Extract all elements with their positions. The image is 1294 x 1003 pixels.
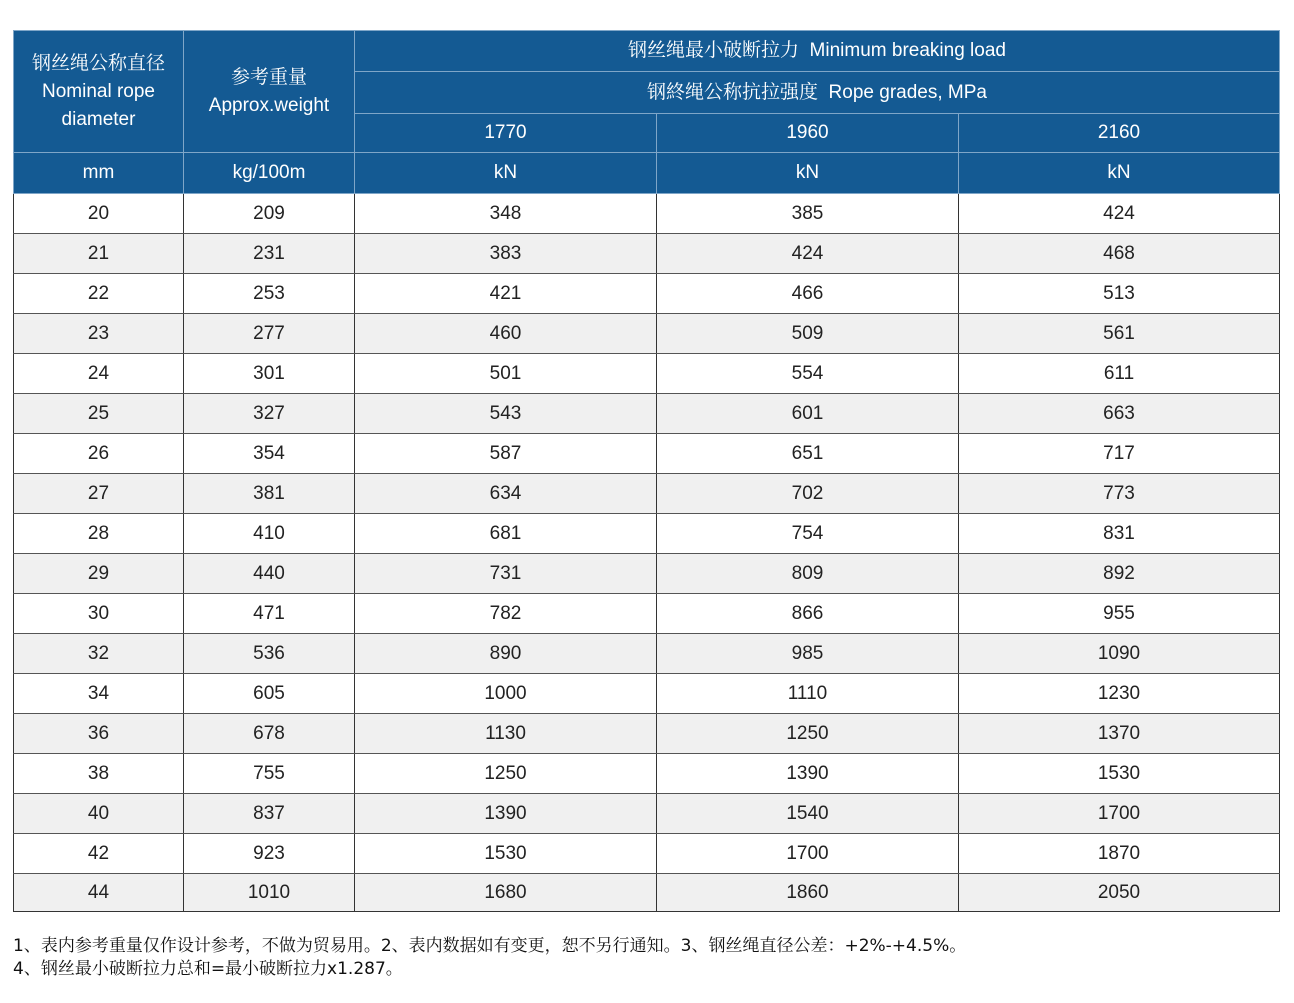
header-approx-weight-en: Approx.weight bbox=[208, 94, 330, 116]
load-1770-cell: 501 bbox=[355, 354, 657, 394]
table-row bbox=[14, 874, 1280, 912]
weight-cell: 381 bbox=[184, 474, 355, 514]
weight-cell: 536 bbox=[184, 634, 355, 674]
header-nominal-diameter-en: Nominal rope diameter bbox=[42, 80, 155, 130]
diameter-cell: 25 bbox=[14, 394, 184, 434]
header-approx-weight bbox=[184, 31, 355, 153]
unit-kn-2160: kN bbox=[959, 153, 1280, 194]
load-1960-cell: 1110 bbox=[657, 674, 959, 714]
load-1770-cell: 348 bbox=[355, 194, 657, 234]
unit-kg-per-100m: kg/100m bbox=[184, 153, 355, 194]
diameter-cell: 42 bbox=[14, 834, 184, 874]
unit-mm: mm bbox=[14, 153, 184, 194]
table-row bbox=[14, 194, 1280, 234]
diameter-cell: 21 bbox=[14, 234, 184, 274]
load-1770-cell: 1530 bbox=[355, 834, 657, 874]
table-row bbox=[14, 794, 1280, 834]
diameter-cell: 28 bbox=[14, 514, 184, 554]
weight-cell: 301 bbox=[184, 354, 355, 394]
diameter-cell: 32 bbox=[14, 634, 184, 674]
load-1770-cell: 1680 bbox=[355, 874, 657, 912]
load-1960-cell: 466 bbox=[657, 274, 959, 314]
weight-cell: 354 bbox=[184, 434, 355, 474]
load-2160-cell: 831 bbox=[959, 514, 1280, 554]
table-row bbox=[14, 834, 1280, 874]
table-row bbox=[14, 674, 1280, 714]
weight-cell: 253 bbox=[184, 274, 355, 314]
load-1770-cell: 634 bbox=[355, 474, 657, 514]
header-approx-weight-cn: 参考重量 bbox=[230, 66, 307, 88]
table-row bbox=[14, 274, 1280, 314]
weight-cell: 410 bbox=[184, 514, 355, 554]
load-2160-cell: 424 bbox=[959, 194, 1280, 234]
header-grade-2160: 2160 bbox=[959, 114, 1280, 153]
weight-cell: 678 bbox=[184, 714, 355, 754]
diameter-cell: 27 bbox=[14, 474, 184, 514]
table-row bbox=[14, 554, 1280, 594]
weight-cell: 471 bbox=[184, 594, 355, 634]
header-grade-1770: 1770 bbox=[355, 114, 657, 153]
footnotes bbox=[13, 935, 1279, 981]
table-row bbox=[14, 514, 1280, 554]
diameter-cell: 24 bbox=[14, 354, 184, 394]
unit-kn-1770: kN bbox=[355, 153, 657, 194]
weight-cell: 1010 bbox=[184, 874, 355, 912]
table-row bbox=[14, 474, 1280, 514]
load-1770-cell: 587 bbox=[355, 434, 657, 474]
load-1960-cell: 509 bbox=[657, 314, 959, 354]
load-2160-cell: 561 bbox=[959, 314, 1280, 354]
load-1770-cell: 460 bbox=[355, 314, 657, 354]
load-1960-cell: 1700 bbox=[657, 834, 959, 874]
load-1960-cell: 702 bbox=[657, 474, 959, 514]
load-1770-cell: 1000 bbox=[355, 674, 657, 714]
weight-cell: 755 bbox=[184, 754, 355, 794]
load-1960-cell: 985 bbox=[657, 634, 959, 674]
diameter-cell: 38 bbox=[14, 754, 184, 794]
header-grade-1960: 1960 bbox=[657, 114, 959, 153]
load-1960-cell: 1540 bbox=[657, 794, 959, 834]
table-header bbox=[14, 31, 1280, 194]
diameter-cell: 23 bbox=[14, 314, 184, 354]
load-1770-cell: 1250 bbox=[355, 754, 657, 794]
load-1960-cell: 651 bbox=[657, 434, 959, 474]
load-2160-cell: 1370 bbox=[959, 714, 1280, 754]
rope-spec-table bbox=[13, 30, 1280, 912]
load-1770-cell: 782 bbox=[355, 594, 657, 634]
load-1770-cell: 731 bbox=[355, 554, 657, 594]
header-rope-grades: 钢終绳公称抗拉强度 Rope grades, MPa bbox=[355, 72, 1280, 114]
header-nominal-diameter bbox=[14, 31, 184, 153]
table-row bbox=[14, 714, 1280, 754]
load-1770-cell: 1130 bbox=[355, 714, 657, 754]
diameter-cell: 44 bbox=[14, 874, 184, 912]
load-2160-cell: 1090 bbox=[959, 634, 1280, 674]
table-row bbox=[14, 394, 1280, 434]
load-2160-cell: 1700 bbox=[959, 794, 1280, 834]
diameter-cell: 40 bbox=[14, 794, 184, 834]
weight-cell: 440 bbox=[184, 554, 355, 594]
unit-kn-1960: kN bbox=[657, 153, 959, 194]
load-2160-cell: 717 bbox=[959, 434, 1280, 474]
load-1960-cell: 1250 bbox=[657, 714, 959, 754]
table-row bbox=[14, 594, 1280, 634]
table-row bbox=[14, 754, 1280, 794]
table-row bbox=[14, 234, 1280, 274]
load-2160-cell: 955 bbox=[959, 594, 1280, 634]
load-2160-cell: 1870 bbox=[959, 834, 1280, 874]
header-min-breaking-load: 钢丝绳最小破断拉力 Minimum breaking load bbox=[355, 31, 1280, 72]
diameter-cell: 30 bbox=[14, 594, 184, 634]
diameter-cell: 34 bbox=[14, 674, 184, 714]
load-1960-cell: 554 bbox=[657, 354, 959, 394]
weight-cell: 231 bbox=[184, 234, 355, 274]
weight-cell: 327 bbox=[184, 394, 355, 434]
load-1960-cell: 601 bbox=[657, 394, 959, 434]
units-row bbox=[14, 153, 1280, 194]
load-2160-cell: 2050 bbox=[959, 874, 1280, 912]
weight-cell: 923 bbox=[184, 834, 355, 874]
load-2160-cell: 773 bbox=[959, 474, 1280, 514]
table-row bbox=[14, 354, 1280, 394]
load-1770-cell: 890 bbox=[355, 634, 657, 674]
diameter-cell: 26 bbox=[14, 434, 184, 474]
weight-cell: 605 bbox=[184, 674, 355, 714]
table-row bbox=[14, 314, 1280, 354]
table-body bbox=[14, 194, 1280, 912]
diameter-cell: 29 bbox=[14, 554, 184, 594]
load-1960-cell: 385 bbox=[657, 194, 959, 234]
header-nominal-diameter-cn: 钢丝绳公称直径 bbox=[31, 52, 165, 74]
load-1770-cell: 383 bbox=[355, 234, 657, 274]
diameter-cell: 36 bbox=[14, 714, 184, 754]
load-1960-cell: 1390 bbox=[657, 754, 959, 794]
weight-cell: 209 bbox=[184, 194, 355, 234]
load-1770-cell: 421 bbox=[355, 274, 657, 314]
load-2160-cell: 663 bbox=[959, 394, 1280, 434]
load-2160-cell: 611 bbox=[959, 354, 1280, 394]
diameter-cell: 22 bbox=[14, 274, 184, 314]
weight-cell: 277 bbox=[184, 314, 355, 354]
load-1960-cell: 1860 bbox=[657, 874, 959, 912]
table-row bbox=[14, 634, 1280, 674]
spec-table-container bbox=[13, 30, 1279, 912]
footnote-line-2: 4、钢丝最小破断拉力总和=最小破断拉力x1.287。 bbox=[13, 959, 403, 979]
load-1770-cell: 1390 bbox=[355, 794, 657, 834]
load-1960-cell: 809 bbox=[657, 554, 959, 594]
load-2160-cell: 513 bbox=[959, 274, 1280, 314]
load-2160-cell: 1530 bbox=[959, 754, 1280, 794]
load-2160-cell: 1230 bbox=[959, 674, 1280, 714]
weight-cell: 837 bbox=[184, 794, 355, 834]
footnote-line-1: 1、表内参考重量仅作设计参考，不做为贸易用。2、表内数据如有变更，恕不另行通知。3、钢丝绳直径公差：+2%-+4.5%。 bbox=[13, 936, 967, 956]
load-1960-cell: 424 bbox=[657, 234, 959, 274]
load-1960-cell: 866 bbox=[657, 594, 959, 634]
load-1770-cell: 543 bbox=[355, 394, 657, 434]
load-2160-cell: 468 bbox=[959, 234, 1280, 274]
load-1960-cell: 754 bbox=[657, 514, 959, 554]
load-1770-cell: 681 bbox=[355, 514, 657, 554]
load-2160-cell: 892 bbox=[959, 554, 1280, 594]
table-row bbox=[14, 434, 1280, 474]
diameter-cell: 20 bbox=[14, 194, 184, 234]
